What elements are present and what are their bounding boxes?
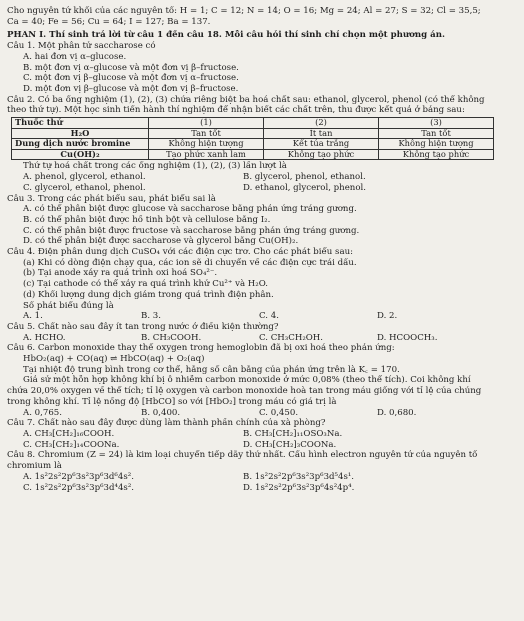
table-header-tube-1: (1)	[149, 118, 264, 129]
q4-statement-c: (c) Tại cathode có thể xảy ra quá trình khử Cu²⁺ và H₂O.	[23, 279, 269, 290]
q4-option-a: A. 1.	[23, 311, 43, 322]
q4-option-b: B. 3.	[141, 311, 161, 322]
q6-line-3: chứa 20,0% oxygen về thể tích; tỉ lệ oxygen và carbon monoxide hoà tan trong máu giống với tỉ lệ của chúng	[7, 386, 482, 397]
q8-option-d: D. 1s²2s²2p⁶3s²3p⁶4s²4p⁴.	[243, 482, 355, 493]
q6-option-d: D. 0,680.	[377, 407, 417, 418]
atomic-masses-line-2: Ca = 40; Fe = 56; Cu = 64; I = 127; Ba = 137.	[7, 16, 211, 27]
q4-count-prompt: Số phát biểu đúng là	[23, 300, 114, 311]
table-cell: Tạo phức xanh lam	[149, 149, 264, 160]
q1-option-b: B. một đơn vị α–glucose và một đơn vị β–fructose.	[23, 62, 239, 73]
q3-stem: Câu 3. Trong các phát biểu sau, phát biểu sai là	[7, 193, 216, 204]
q4-stem: Câu 4. Điện phân dung dịch CuSO₄ với các điện cực trơ. Cho các phát biểu sau:	[7, 247, 354, 258]
q3-option-b: B. có thể phân biệt được hồ tinh bột và cellulose bằng I₂.	[23, 214, 271, 225]
table-cell: Cu(OH)₂	[12, 149, 149, 160]
q8-option-b: B. 1s²2s²2p⁶3s²3p⁶3d⁵4s¹.	[243, 471, 355, 482]
table-cell: Dung dịch nước bromine	[12, 139, 149, 150]
q6-stem: Câu 6. Carbon monoxide thay thế oxygen trong hemoglobin đã bị oxi hoá theo phản ứng:	[7, 343, 395, 354]
q1-stem: Câu 1. Một phân tử saccharose có	[7, 41, 156, 52]
q8-option-c: C. 1s²2s²2p⁶3s²3p⁶3d⁴4s².	[23, 482, 134, 493]
table-row	[12, 118, 494, 129]
q2-stem-1: Câu 2. Có ba ống nghiệm (1), (2), (3) chứa riêng biệt ba hoá chất sau: ethanol, glycerol, phenol (có thể không	[7, 94, 485, 105]
q3-option-a: A. có thể phân biệt được glucose và saccharose bằng phản ứng tráng gương.	[23, 204, 357, 215]
q7-option-b: B. CH₃[CH₂]₁₁OSO₃Na.	[243, 428, 343, 439]
table-header-tube-3: (3)	[379, 118, 494, 129]
q2-options-row-2	[7, 183, 519, 194]
q2-results-table	[11, 117, 494, 160]
table-header-reagent: Thuốc thử	[12, 118, 149, 129]
q2-option-b: B. glycerol, phenol, ethanol.	[243, 172, 366, 183]
q7-option-a: A. CH₃[CH₂]₁₆COOH.	[23, 428, 115, 439]
q4-options-row	[7, 311, 519, 322]
q5-option-b: B. CH₃COOH.	[141, 332, 202, 343]
q2-stem-2: theo thứ tự). Một học sinh tiến hành thí nghiệm để nhận biết các chất trên, thu được kết quả ở bảng sau:	[7, 105, 465, 116]
q5-stem: Câu 5. Chất nào sau đây ít tan trong nước ở điều kiện thường?	[7, 321, 279, 332]
part-1-title: PHẦN I. Thí sinh trả lời từ câu 1 đến câu 18. Mỗi câu hỏi thí sinh chỉ chọn một phương án.	[7, 30, 445, 41]
q4-option-d: D. 2.	[377, 311, 398, 322]
q5-option-d: D. HCOOCH₃.	[377, 332, 438, 343]
table-row	[12, 128, 494, 139]
q7-options-row-2	[7, 440, 519, 451]
atomic-masses-line-1: Cho nguyên tử khối của các nguyên tố: H = 1; C = 12; N = 14; O = 16; Mg = 24; Al = 27; S = 32; Cl = 35,5;	[7, 6, 481, 16]
q8-stem-1: Câu 8. Chromium (Z = 24) là kim loại chuyển tiếp dãy thứ nhất. Cấu hình electron nguyên tử của nguyên tố	[7, 450, 478, 461]
q4-statement-b: (b) Tại anode xảy ra quá trình oxi hoá SO₄²⁻.	[23, 268, 218, 279]
q4-statement-a: (a) Khi có dòng điện chạy qua, các ion sẽ di chuyển về các điện cực trái dấu.	[23, 257, 357, 268]
q6-option-a: A. 0,765.	[23, 407, 63, 418]
q7-options-row-1	[7, 429, 519, 440]
q5-option-a: A. HCHO.	[23, 332, 66, 343]
q4-statement-d: (d) Khối lượng dung dịch giảm trong quá trình điện phân.	[23, 289, 274, 300]
q8-options-row-1	[7, 472, 519, 483]
q1-option-a: A. hai đơn vị α–glucose.	[23, 51, 127, 62]
q3-option-c: C. có thể phân biệt được fructose và saccharose bằng phản ứng tráng gương.	[23, 225, 360, 236]
q6-line-2: Giả sử một hỗn hợp không khí bị ô nhiễm carbon monoxide ở mức 0,08% (theo thể tích). Coi không khí	[23, 375, 471, 386]
q2-options-row-1	[7, 172, 519, 183]
q3-option-d: D. có thể phân biệt được saccharose và glycerol bằng Cu(OH)₂.	[23, 236, 299, 247]
q6-option-c: C. 0,450.	[259, 407, 299, 418]
q6-line-4: trong không khí. Tỉ lệ nồng độ [HbCO] so với [HbO₂] trong máu có giá trị là	[7, 396, 337, 407]
table-row	[12, 149, 494, 160]
q1-option-c: C. một đơn vị β–glucose và một đơn vị α–fructose.	[23, 73, 239, 84]
q5-options-row	[7, 333, 519, 344]
q2-after-table: Thứ tự hoá chất trong các ống nghiệm (1), (2), (3) lần lượt là	[23, 161, 287, 172]
table-cell: Tan tốt	[379, 128, 494, 139]
q6-line-1: Tại nhiệt độ trung bình trong cơ thể, hằng số cân bằng của phản ứng trên là K꜀ = 170.	[23, 364, 400, 375]
q7-stem: Câu 7. Chất nào sau đây được dùng làm thành phần chính của xà phòng?	[7, 418, 326, 429]
q8-option-a: A. 1s²2s²2p⁶3s²3p⁶3d⁶4s².	[23, 471, 134, 482]
table-cell: Tan tốt	[149, 128, 264, 139]
table-cell: Không hiện tượng	[379, 139, 494, 150]
table-cell: Kết tủa trắng	[264, 139, 379, 150]
q2-option-a: A. phenol, glycerol, ethanol.	[23, 172, 146, 183]
table-cell: Ít tan	[264, 128, 379, 139]
table-header-tube-2: (2)	[264, 118, 379, 129]
q2-option-d: D. ethanol, glycerol, phenol.	[243, 182, 366, 193]
q8-options-row-2	[7, 483, 519, 494]
q6-options-row	[7, 408, 519, 419]
table-cell: Không tạo phức	[264, 149, 379, 160]
q5-option-c: C. CH₃CH₂OH.	[259, 332, 324, 343]
table-row	[12, 139, 494, 150]
q8-stem-2: chromium là	[7, 461, 62, 472]
table-cell: Không tạo phức	[379, 149, 494, 160]
table-cell: H₂O	[12, 128, 149, 139]
q2-option-c: C. glycerol, ethanol, phenol.	[23, 182, 146, 193]
table-cell: Không hiện tượng	[149, 139, 264, 150]
q1-option-d: D. một đơn vị β–glucose và một đơn vị β–fructose.	[23, 83, 239, 94]
q6-equation: HbO₂(aq) + CO(aq) ⇌ HbCO(aq) + O₂(aq)	[23, 354, 205, 365]
q7-option-d: D. CH₃[CH₂]₃COONa.	[243, 439, 337, 450]
q7-option-c: C. CH₃[CH₂]₁₄COONa.	[23, 439, 120, 450]
q4-option-c: C. 4.	[259, 311, 279, 322]
q6-option-b: B. 0,400.	[141, 407, 181, 418]
